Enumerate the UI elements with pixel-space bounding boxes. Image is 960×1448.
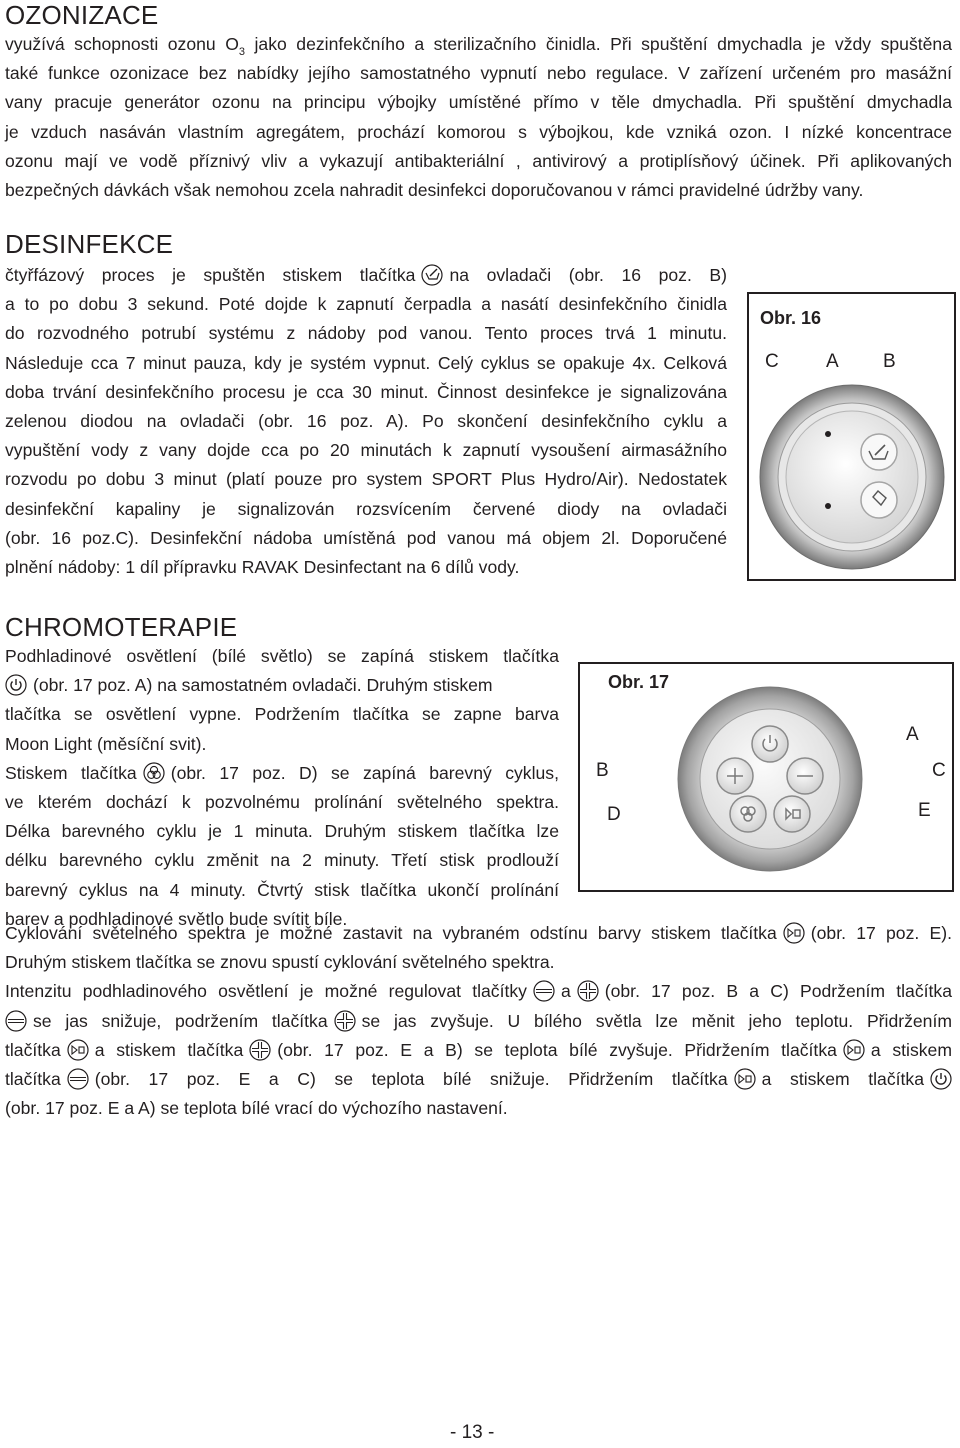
figure-17-label: Obr. 17 bbox=[608, 672, 670, 692]
text-line: Stiskem tlačítka (obr. 17 poz. D) se zapíná barevný cyklus, bbox=[5, 762, 559, 783]
subscript: 3 bbox=[238, 46, 246, 58]
text-line: rozvodu po dobu 3 minut (platí pouze pro system SPORT Plus Hydro/Air). Nedostatek bbox=[5, 469, 727, 490]
figure-17 bbox=[578, 662, 954, 892]
figure-17-pos-e: E bbox=[918, 800, 931, 821]
light-controller-image bbox=[675, 684, 865, 874]
text-line: ozonu mají ve vodě příznivý vliv a vykazují antibakteriální , antivirový a protiplísňový účinek. Při aplikovaných bbox=[5, 150, 952, 171]
figure-16 bbox=[747, 292, 956, 581]
text-line: Cyklování světelného spektra je možné zastavit na vybraném odstínu barvy stiskem tlačítka (obr. 17 poz. E). bbox=[5, 923, 952, 943]
pause-play-button-icon bbox=[843, 1039, 865, 1061]
text-line: Následuje cca 7 minut pauza, kdy je systém vypnut. Celý cyklus se opakuje 4x. Celková bbox=[5, 352, 727, 373]
pause-play-button-icon bbox=[734, 1068, 756, 1090]
pause-play-button-icon bbox=[783, 922, 805, 944]
figure-16-pos-c: C bbox=[765, 351, 779, 372]
chromoterapie-paragraph-left bbox=[5, 642, 559, 934]
text-line: využívá schopnosti ozonu $O_3$ jako dezinfekčního a sterilizačního činidla. Při spuštění dmychadla je vždy spuštěna bbox=[5, 34, 952, 58]
text-line: tlačítka (obr. 17 poz. E a C) se teplota bílé snižuje. Přidržením tlačítka a stiskem tlačítka bbox=[5, 1065, 952, 1094]
text-line: ve kterém dochází k pozvolnému prolínání světelného spektra. bbox=[5, 791, 559, 812]
figure-17-pos-a: A bbox=[906, 724, 919, 745]
pause-play-button-icon bbox=[67, 1039, 89, 1061]
text-line: bezpečných dávkách však nemohou zcela nahradit desinfekci doporučovanou v rámci pravidelné údržby vany. bbox=[5, 179, 864, 200]
disinfection-button-icon bbox=[421, 264, 443, 286]
plus-button-icon bbox=[249, 1039, 271, 1061]
figure-16-pos-a: A bbox=[826, 351, 839, 372]
text-line: do rozvodného potrubí systému z nádoby pod vanou. Tento proces trvá 1 minutu. bbox=[5, 323, 727, 344]
power-button-icon bbox=[930, 1068, 952, 1090]
text-line: plnění nádoby: 1 díl přípravku RAVAK Desinfectant na 6 dílů vody. bbox=[5, 556, 520, 577]
text-line: vypuštění vody z vany dojde cca po 20 minutách k zapnutí vysoušení airmasážního bbox=[5, 440, 727, 461]
minus-button-icon bbox=[5, 1010, 27, 1032]
page-number: - 13 - bbox=[450, 1422, 495, 1443]
text-line: délku barevného cyklu změnit na 2 minuty. Třetí stisk prodlouží bbox=[5, 850, 559, 871]
plus-button-icon bbox=[577, 980, 599, 1002]
minus-button-icon bbox=[533, 980, 555, 1002]
text-line: a to po dobu 3 sekund. Poté dojde k zapnutí čerpadla a nasátí desinfekčního činidla bbox=[5, 294, 727, 315]
color-cycle-button-icon bbox=[143, 762, 165, 784]
text-line: tlačítka a stiskem tlačítka (obr. 17 poz. E a B) se teplota bílé zvyšuje. Přidržením tlačítka a stiskem bbox=[5, 1039, 952, 1060]
text-line: se jas snižuje, podržením tlačítka se jas zvyšuje. U bílého světla lze měnit jeho teplotu. Přidržením bbox=[5, 1007, 952, 1036]
text-line: tlačítka se osvětlení vypne. Podržením tlačítka se zapne barva bbox=[5, 704, 559, 725]
section-title-ozonizace: OZONIZACE bbox=[5, 0, 159, 30]
text-line: (obr. 17 poz. A) na samostatném ovladači. Druhým stiskem bbox=[5, 671, 559, 700]
section-title-chromoterapie: CHROMOTERAPIE bbox=[5, 612, 238, 642]
figure-17-pos-d: D bbox=[607, 804, 621, 825]
text-line: Podhladinové osvětlení (bílé světlo) se zapíná stiskem tlačítka bbox=[5, 646, 559, 666]
power-button-icon bbox=[5, 674, 27, 696]
text-line: je vzduch nasáván vlastním agregátem, prochází komorou s výbojkou, kde vzniká ozon. I nízké koncentrace bbox=[5, 121, 952, 142]
figure-16-label: Obr. 16 bbox=[760, 308, 822, 328]
section-title-desinfekce: DESINFEKCE bbox=[5, 229, 174, 259]
text-line: Druhým stiskem tlačítka se znovu spustí cyklování světelného spektra. bbox=[5, 952, 555, 973]
figure-16-pos-b: B bbox=[883, 351, 896, 372]
text-line: zelenou diodou na ovladači (obr. 16 poz. A). Po skončení desinfekčního cyklu a bbox=[5, 410, 727, 431]
text-line: doba trvání desinfekčního procesu je cca 30 minut. Činnost desinfekce je signalizována bbox=[5, 381, 727, 402]
text-line: také funkce ozonizace bez nabídky jejího samostatného vypnutí nebo regulace. V zařízení určeném pro masážní bbox=[5, 63, 952, 84]
text-line: vany pracuje generátor ozonu na principu výbojky umístěné přímo v těle dmychadla. Při spuštění dmychadla bbox=[5, 92, 952, 113]
disinfection-controller-image bbox=[757, 382, 947, 572]
text-line: (obr. 16 poz.C). Desinfekční nádoba umístěná pod vanou má objem 2l. Doporučené bbox=[5, 527, 727, 548]
chromoterapie-paragraph-full bbox=[5, 919, 952, 1123]
text-line: barev a podhladinové světlo bude svítit bíle. bbox=[5, 908, 348, 929]
text-line: Délka barevného cyklu je 1 minuta. Druhým stiskem tlačítka lze bbox=[5, 821, 559, 842]
text-line: čtyřfázový proces je spuštěn stiskem tlačítka na ovladači (obr. 16 poz. B) bbox=[5, 265, 727, 285]
minus-button-icon bbox=[67, 1068, 89, 1090]
text-line: Moon Light (měsíční svit). bbox=[5, 733, 207, 754]
figure-17-pos-c: C bbox=[932, 760, 946, 781]
plus-button-icon bbox=[334, 1010, 356, 1032]
text-line: Intenzitu podhladinového osvětlení je možné regulovat tlačítky a (obr. 17 poz. B a C) Podržením tlačítka bbox=[5, 981, 953, 1002]
text-line: (obr. 17 poz. E a A) se teplota bílé vrací do výchozího nastavení. bbox=[5, 1098, 508, 1119]
text-line: barevný cyklus na 4 minuty. Čtvrtý stisk tlačítka ukončí prolínání bbox=[5, 879, 559, 900]
desinfekce-paragraph bbox=[5, 261, 727, 582]
text-line: desinfekční kapaliny je signalizován rozsvícením červené diody na ovladači bbox=[5, 498, 727, 519]
ozonizace-paragraph bbox=[5, 30, 952, 205]
figure-17-pos-b: B bbox=[596, 760, 609, 781]
